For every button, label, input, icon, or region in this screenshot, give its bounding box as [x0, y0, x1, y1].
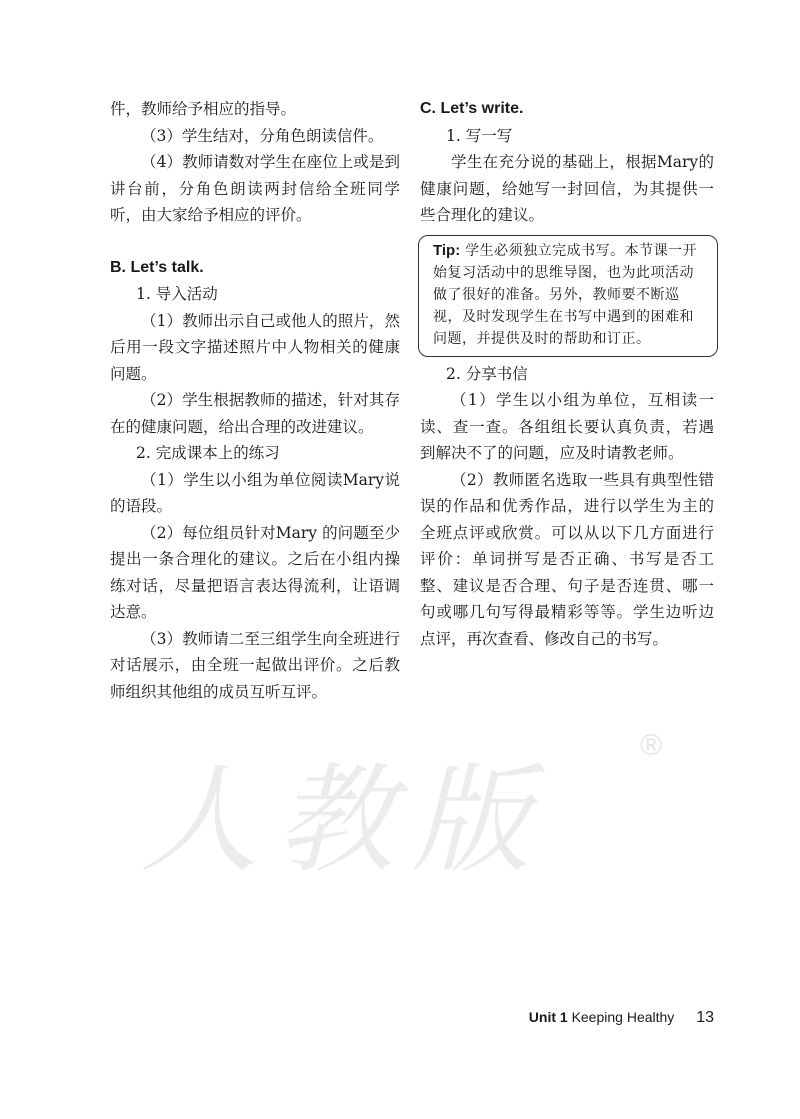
right-column	[420, 96, 714, 652]
tip-label: Tip:	[433, 241, 461, 259]
section-b-title: B. Let’s talk.	[110, 258, 204, 276]
paragraph-b1: （1）教师出示自己或他人的照片，然后用一段文字描述照片中人物相关的健康问题。	[110, 311, 400, 383]
publisher-watermark	[140, 725, 663, 889]
section-c-title: C. Let’s write.	[420, 100, 524, 117]
paragraph-continued: 件，教师给予相应的指导。	[110, 100, 297, 118]
footer-title: Keeping Healthy	[571, 1009, 675, 1025]
left-column	[110, 96, 400, 705]
paragraph-b5: （3）教师请二至三组学生向全班进行对话展示，由全班一起做出评价。之后教师组织其他组的成员互听互评。	[110, 629, 400, 701]
subheading-share: 2. 分享书信	[446, 364, 528, 383]
page-number: 13	[696, 1009, 714, 1026]
paragraph-b3: （1）学生以小组为单位阅读Mary说的语段。	[110, 470, 400, 515]
paragraph-b4: （2）每位组员针对Mary 的问题至少提出一条合理化的建议。之后在小组内操练对话，尽量把语言表达得流利，让语调达意。	[110, 523, 400, 621]
subheading-exercise: 2. 完成课本上的练习	[136, 444, 280, 462]
tip-box	[418, 235, 718, 357]
subheading-warmup: 1. 导入活动	[136, 285, 218, 303]
paragraph-c1: 学生在充分说的基础上，根据Mary的健康问题，给她写一封回信，为其提供一些合理化的建议。	[420, 153, 714, 224]
registered-mark: ®	[640, 729, 663, 762]
paragraph-b2: （2）学生根据教师的描述，针对其存在的健康问题，给出合理的改进建议。	[110, 391, 400, 436]
watermark-text: 人教版	[140, 751, 549, 889]
paragraph-c2: （1）学生以小组为单位，互相读一读、查一查。各组组长要认真负责，若遇到解决不了的问题，应及时请教老师。	[420, 391, 714, 462]
paragraph-step-4: （4）教师请数对学生在座位上或是到讲台前，分角色朗读两封信给全班同学听，由大家给予相应的评价。	[110, 153, 400, 224]
footer-unit: Unit 1	[528, 1009, 568, 1025]
paragraph-c3: （2）教师匿名选取一些具有典型性错误的作品和优秀作品，进行以学生为主的全班点评或欣赏。可以从以下几方面进行评价：单词拼写是否正确、书写是否工整、建议是否合理、句子是否连贯、哪一句或哪几句写得最精彩等等。学生边听边点评，再次查看、修改自己的书写。	[420, 470, 714, 648]
paragraph-step-3: （3）学生结对，分角色朗读信件。	[141, 126, 384, 145]
page-footer	[529, 1009, 714, 1027]
subheading-write: 1. 写一写	[446, 126, 513, 145]
tip-text: 学生必须独立完成书写。本节课一开始复习活动中的思维导图，也为此项活动做了很好的准备。另外，教师要不断巡视，及时发现学生在书写中遇到的困难和问题，并提供及时的帮助和订正。	[433, 242, 698, 347]
